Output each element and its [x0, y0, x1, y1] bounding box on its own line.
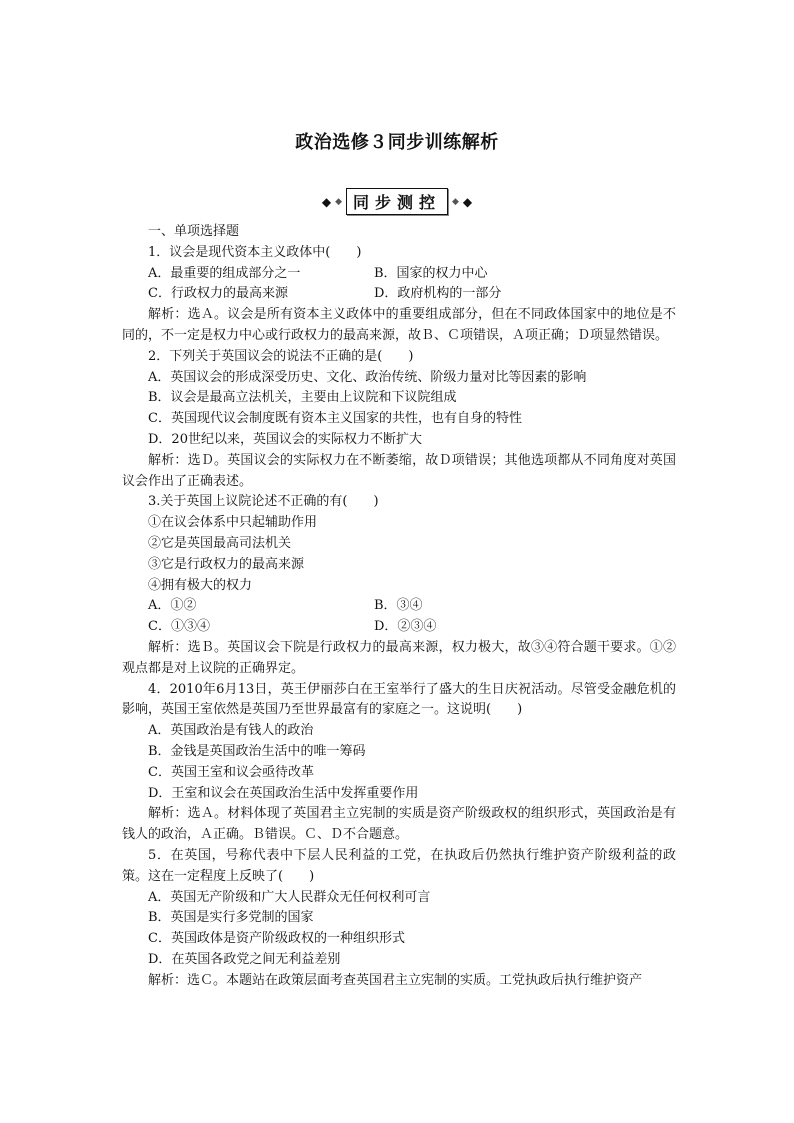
small-diamond-icon: ◆ [335, 196, 342, 207]
option: D．王室和议会在英国政治生活中发挥重要作用 [148, 785, 419, 801]
option: A．①② [148, 598, 197, 614]
small-diamond-icon: ◆ [452, 196, 459, 207]
options-row [122, 596, 676, 617]
explanation: 解析：选Ａ。议会是所有资本主义政体中的重要组成部分，但在不同政体国家中的地位是不同的，不一定是权力中心或行政权力的最高来源，故Ｂ、Ｃ项错误，Ａ项正确；Ｄ项显然错误。 [122, 307, 676, 343]
explanation: 解析：选Ａ。材料体现了英国君主立宪制的实质是资产阶级政权的组织形式，英国政治是有钱人的政治，Ａ正确。Ｂ错误。Ｃ、Ｄ不合题意。 [122, 806, 676, 843]
options-row [122, 284, 676, 305]
option: B．金钱是英国政治生活中的唯一筹码 [148, 743, 366, 759]
option: D．在英国各政党之间无利益差别 [148, 951, 341, 967]
explanation: 解析：选Ｄ。英国议会的实际权力在不断萎缩，故Ｄ项错误；其他选项都从不同角度对英国议会作出了正确表述。 [122, 452, 676, 489]
option: A．英国政治是有钱人的政治 [148, 723, 314, 739]
explanation: 解析：选Ｂ。英国议会下院是行政权力的最高来源，权力极大，故③④符合题干要求。①②观点都是对上议院的正确界定。 [122, 639, 676, 676]
option: D．20世纪以来，英国议会的实际权力不断扩大 [148, 431, 422, 447]
statement-item: ④拥有极大的权力 [148, 577, 253, 593]
option: A．英国议会的形成深受历史、文化、政治传统、阶级力量对比等因素的影响 [148, 369, 587, 385]
option: B．③④ [374, 598, 423, 614]
options-row [122, 617, 676, 638]
question-stem: 1．议会是现代资本主义政体中( ) [148, 244, 362, 260]
explanation: 解析：选Ｃ。本题站在政策层面考查英国君主立宪制的实质。工党执政后执行维护资产 [148, 972, 643, 988]
option: D．政府机构的一部分 [374, 286, 502, 302]
option: C．英国政体是资产阶级政权的一种组织形式 [148, 931, 405, 947]
page-title: 政治选修３同步训练解析 [295, 132, 499, 153]
option: C．行政权力的最高来源 [148, 286, 288, 302]
section-heading: 一、单项选择题 [148, 224, 240, 239]
diamond-icon: ◆ [462, 194, 473, 209]
options-row [122, 264, 676, 285]
diamond-icon: ◆ [321, 194, 332, 209]
statement-item: ②它是英国最高司法机关 [148, 535, 292, 551]
option: A．最重要的组成部分之一 [148, 265, 301, 281]
option: A．英国无产阶级和广大人民群众无任何权利可言 [148, 889, 431, 905]
statement-item: ①在议会体系中只起辅助作用 [148, 515, 318, 531]
option: C．①③④ [148, 619, 210, 635]
question-stem: 2．下列关于英国议会的说法不正确的是( ) [148, 348, 414, 364]
option: C．英国现代议会制度既有资本主义国家的共性，也有自身的特性 [148, 411, 522, 427]
option: B．议会是最高立法机关，主要由上议院和下议院组成 [148, 390, 457, 406]
question-stem: 5．在英国，号称代表中下层人民利益的工党，在执政后仍然执行维护资产阶级利益的政策。这在一定程度上反映了( ) [122, 847, 676, 884]
question-stem: 3.关于英国上议院论述不正确的有( ) [148, 494, 379, 510]
banner-label: 同步测控 [346, 188, 448, 215]
option: B．英国是实行多党制的国家 [148, 910, 314, 926]
option: D．②③④ [374, 619, 437, 635]
statement-item: ③它是行政权力的最高来源 [148, 556, 305, 572]
option: C．英国王室和议会亟待改革 [148, 764, 314, 780]
option: B．国家的权力中心 [374, 265, 488, 281]
question-stem: 4．2010年6月13日，英王伊丽莎白在王室举行了盛大的生日庆祝活动。尽管受金融危机的影响，英国王室依然是英国乃至世界最富有的家庭之一。这说明( ) [122, 681, 676, 718]
section-banner [0, 188, 794, 215]
question-content [122, 222, 676, 991]
